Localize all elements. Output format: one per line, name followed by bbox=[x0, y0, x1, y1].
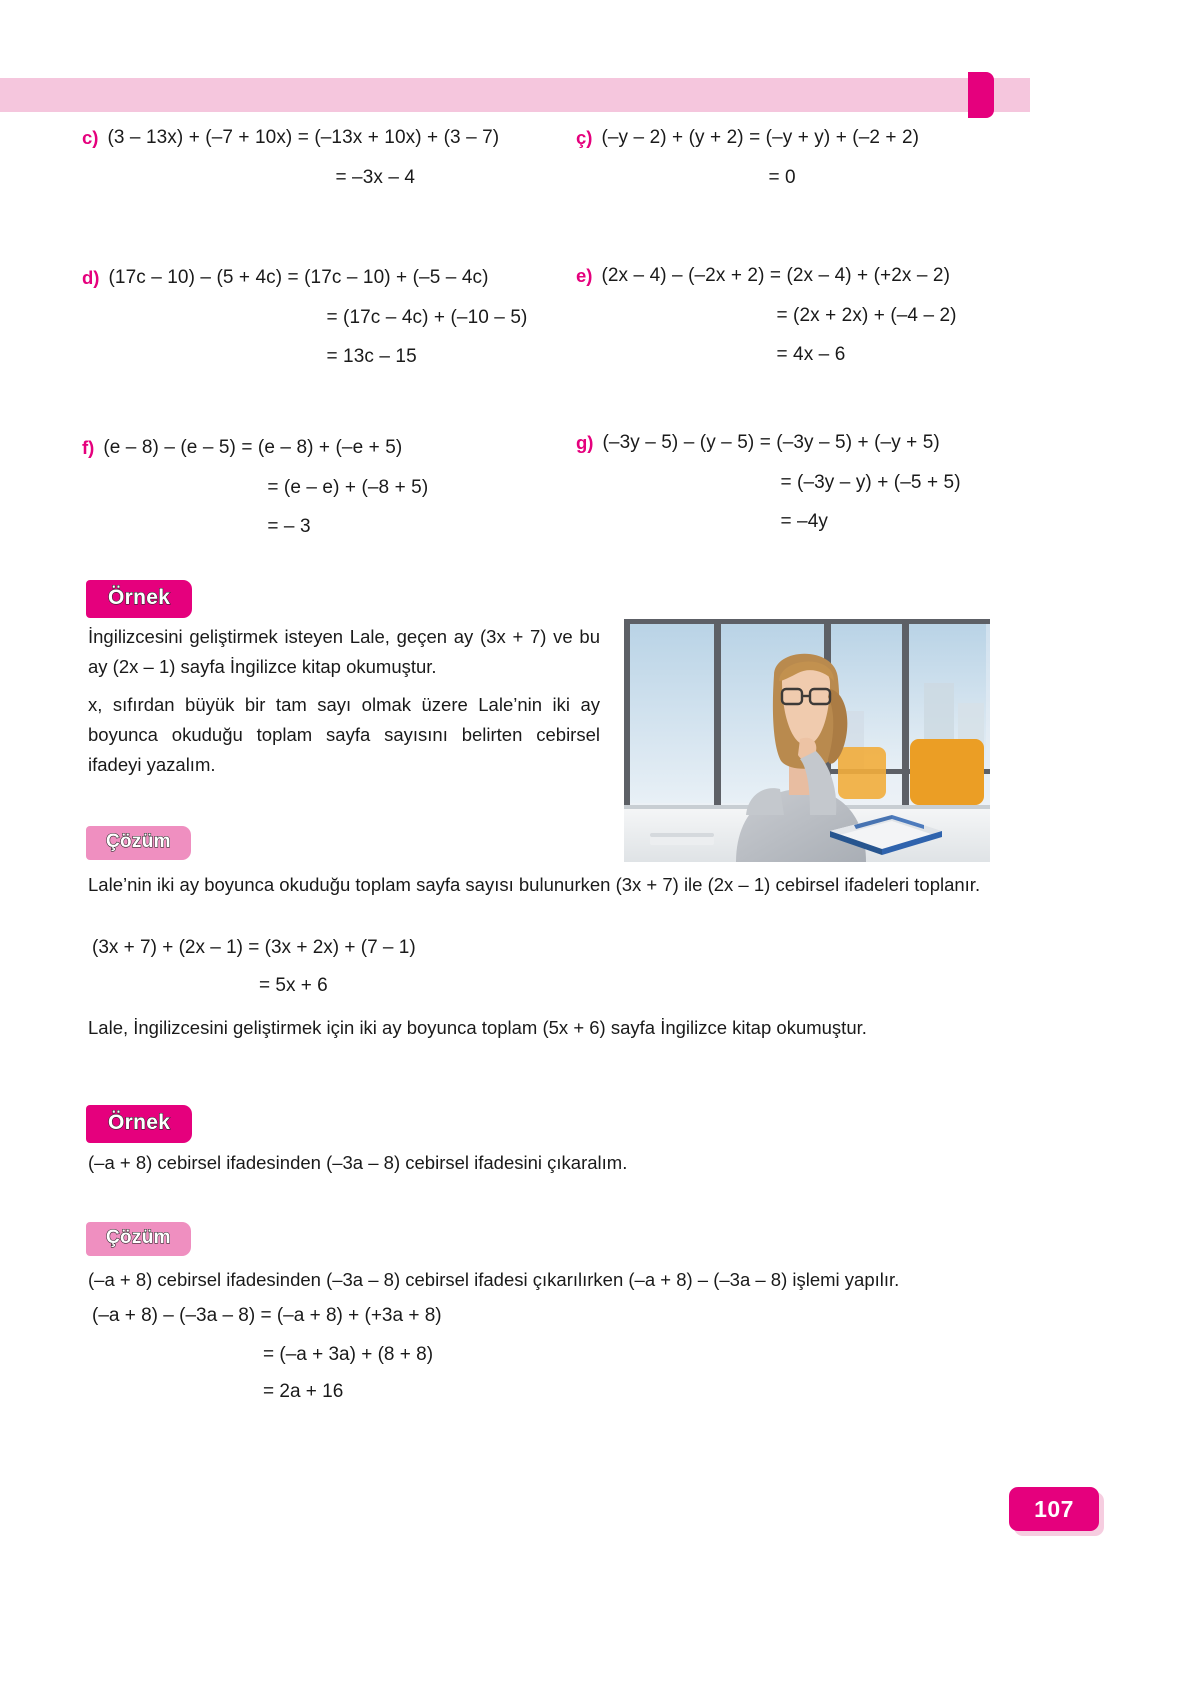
example-badge: Örnek bbox=[86, 580, 192, 618]
exercise-item-c-cedilla bbox=[576, 128, 919, 187]
exercise-item-f bbox=[82, 438, 428, 536]
example-1-paragraph-1: İngilizcesini geliştirmek isteyen Lale, geçen ay (3x + 7) ve bu ay (2x – 1) sayfa İngilizce kitap okumuştur. bbox=[88, 626, 600, 677]
exercise-line: (3 – 13x) + (–7 + 10x) = (–13x + 10x) + (3 – 7) bbox=[107, 127, 500, 148]
exercise-line: = –4y bbox=[780, 511, 828, 532]
exercise-line: = (17c – 4c) + (–10 – 5) bbox=[326, 307, 528, 328]
page-number-tab bbox=[1009, 1487, 1099, 1531]
exercise-line: = –3x – 4 bbox=[335, 167, 416, 188]
example-1-badge-wrapper bbox=[86, 580, 192, 618]
exercise-line: (2x – 4) – (–2x + 2) = (2x – 4) + (+2x – 2) bbox=[601, 265, 951, 286]
exercise-label-e: e) bbox=[576, 265, 593, 286]
exercise-body-c-cedilla bbox=[601, 128, 919, 187]
exercise-body-g bbox=[602, 433, 960, 531]
exercise-line: (e – 8) – (e – 5) = (e – 8) + (–e + 5) bbox=[103, 437, 403, 458]
solution-badge: Çözüm bbox=[86, 1222, 191, 1256]
solution-2-equation-3: = 2a + 16 bbox=[263, 1381, 344, 1402]
solution-1-equation-1: (3x + 7) + (2x – 1) = (3x + 2x) + (7 – 1) bbox=[92, 937, 416, 958]
girl-reading-book-photo bbox=[624, 619, 990, 862]
example-2-badge-wrapper bbox=[86, 1105, 192, 1143]
solution-badge: Çözüm bbox=[86, 826, 191, 860]
exercise-body-c bbox=[107, 128, 499, 187]
exercise-label-g: g) bbox=[576, 432, 594, 453]
exercise-line: (–y – 2) + (y + 2) = (–y + y) + (–2 + 2) bbox=[601, 127, 920, 148]
exercise-item-d bbox=[82, 268, 527, 366]
exercise-line: (17c – 10) – (5 + 4c) = (17c – 10) + (–5 – 4c) bbox=[108, 267, 489, 288]
solution-1-paragraph-1: Lale’nin iki ay boyunca okuduğu toplam sayfa sayısı bulunurken (3x + 7) ile (2x – 1) cebirsel ifadeleri toplanır. bbox=[88, 874, 981, 895]
exercise-label-c: c) bbox=[82, 127, 99, 148]
page-number: 107 bbox=[1034, 1495, 1074, 1522]
exercise-body-f bbox=[103, 438, 428, 536]
exercise-line: = (–3y – y) + (–5 + 5) bbox=[780, 472, 961, 493]
exercise-line: (–3y – 5) – (y – 5) = (–3y – 5) + (–y + 5) bbox=[602, 432, 940, 453]
solution-2-paragraph-1: (–a + 8) cebirsel ifadesinden (–3a – 8) cebirsel ifadesi çıkarılırken (–a + 8) – (–3a – 8) işlemi yapılır. bbox=[88, 1269, 900, 1290]
solution-1-equation-2: = 5x + 6 bbox=[259, 975, 328, 996]
exercise-label-c-cedilla: ç) bbox=[576, 127, 593, 148]
solution-2-badge-wrapper bbox=[86, 1222, 191, 1256]
exercise-line: = – 3 bbox=[267, 516, 311, 537]
exercise-line: = (e – e) + (–8 + 5) bbox=[267, 477, 429, 498]
exercise-label-f: f) bbox=[82, 437, 95, 458]
header-accent-tab bbox=[968, 72, 994, 118]
solution-1-paragraph-2: Lale, İngilizcesini geliştirmek için iki ay boyunca toplam (5x + 6) sayfa İngilizce kitap okumuştur. bbox=[88, 1017, 867, 1038]
solution-2-equation-1: (–a + 8) – (–3a – 8) = (–a + 8) + (+3a + 8) bbox=[92, 1305, 442, 1326]
example-2-paragraph-1: (–a + 8) cebirsel ifadesinden (–3a – 8) cebirsel ifadesini çıkaralım. bbox=[88, 1152, 628, 1173]
solution-1-badge-wrapper bbox=[86, 826, 191, 860]
example-1-paragraph-2: x, sıfırdan büyük bir tam sayı olmak üzere Lale’nin iki ay boyunca okuduğu toplam sayfa sayısını belirten cebirsel ifadeyi yazalım. bbox=[88, 694, 600, 775]
exercise-item-g bbox=[576, 433, 961, 531]
header-decorative-band bbox=[0, 78, 1030, 112]
example-badge: Örnek bbox=[86, 1105, 192, 1143]
exercise-item-c bbox=[82, 128, 499, 187]
exercise-label-d: d) bbox=[82, 267, 100, 288]
exercise-item-e bbox=[576, 266, 957, 364]
exercise-line: = (2x + 2x) + (–4 – 2) bbox=[776, 305, 957, 326]
exercise-body-d bbox=[108, 268, 527, 366]
exercise-line: = 4x – 6 bbox=[776, 344, 846, 365]
exercise-line: = 13c – 15 bbox=[326, 346, 417, 367]
solution-2-equation-2: = (–a + 3a) + (8 + 8) bbox=[263, 1344, 434, 1365]
exercise-line: = 0 bbox=[768, 167, 796, 188]
exercise-body-e bbox=[601, 266, 956, 364]
